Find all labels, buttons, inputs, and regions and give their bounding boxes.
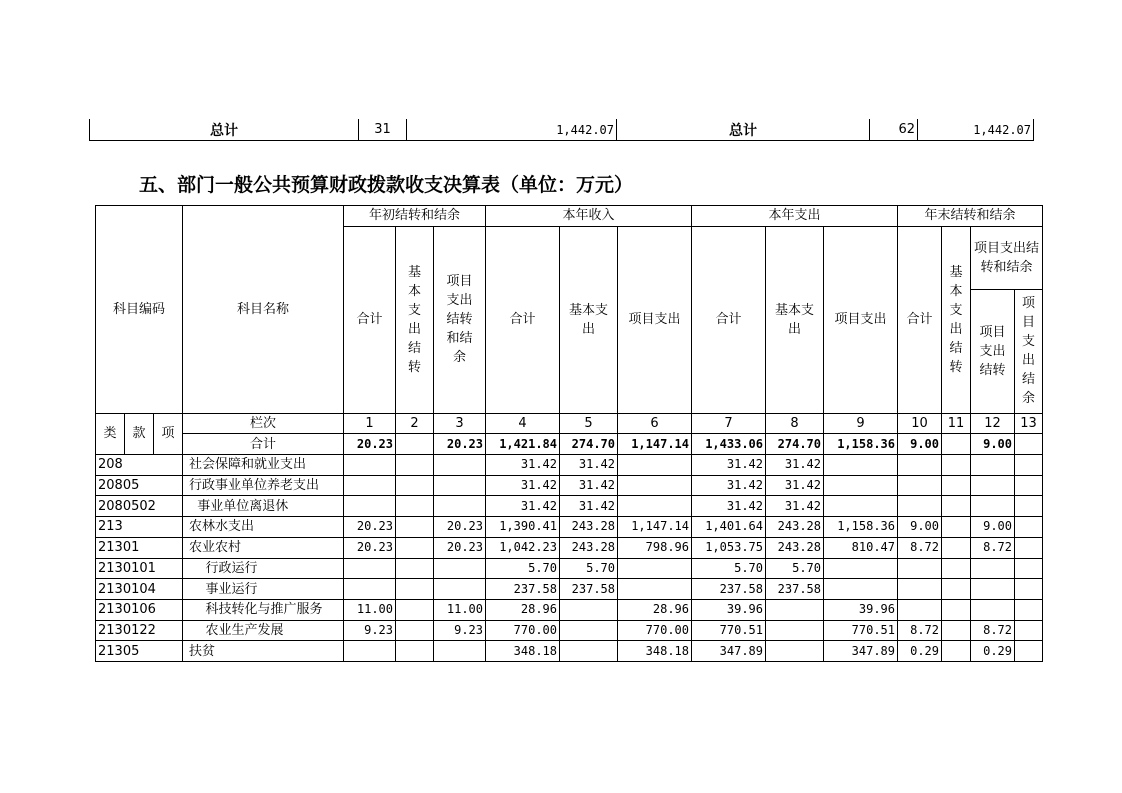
row-value xyxy=(766,599,824,620)
row-code: 2130122 xyxy=(96,620,183,641)
row-value xyxy=(898,599,942,620)
row-value: 11.00 xyxy=(434,599,486,620)
row-value xyxy=(1015,579,1043,600)
row-value: 1,042.23 xyxy=(486,537,560,558)
total-value xyxy=(396,434,434,455)
row-value: 31.42 xyxy=(766,475,824,496)
row-value: 770.00 xyxy=(486,620,560,641)
row-code: 2080502 xyxy=(96,496,183,517)
row-value: 20.23 xyxy=(434,517,486,538)
row-value xyxy=(396,599,434,620)
row-value: 31.42 xyxy=(692,455,766,476)
row-value: 770.51 xyxy=(824,620,898,641)
row-value xyxy=(618,455,692,476)
total-value xyxy=(1015,434,1043,455)
row-value: 31.42 xyxy=(486,475,560,496)
row-value: 1,401.64 xyxy=(692,517,766,538)
header-end-basic-carry: 基本支出结转 xyxy=(942,226,971,413)
row-value xyxy=(971,558,1015,579)
row-value: 5.70 xyxy=(560,558,618,579)
top-left-amount: 1,442.07 xyxy=(407,119,617,141)
row-name: 事业单位离退休 xyxy=(183,496,344,517)
row-value xyxy=(824,579,898,600)
col-number: 4 xyxy=(486,413,560,434)
row-value xyxy=(1015,517,1043,538)
row-value xyxy=(824,455,898,476)
row-value xyxy=(1015,455,1043,476)
row-value: 20.23 xyxy=(344,537,396,558)
section-title: 五、部门一般公共预算财政拨款收支决算表（单位：万元） xyxy=(139,174,634,196)
row-value xyxy=(942,537,971,558)
header-name: 科目名称 xyxy=(183,206,344,414)
column-number-row xyxy=(96,413,1043,434)
row-value: 243.28 xyxy=(766,537,824,558)
row-value xyxy=(396,455,434,476)
row-value: 770.00 xyxy=(618,620,692,641)
row-value xyxy=(942,455,971,476)
row-value xyxy=(396,620,434,641)
table-row xyxy=(96,620,1043,641)
row-value xyxy=(396,579,434,600)
row-value xyxy=(898,455,942,476)
row-value: 347.89 xyxy=(692,641,766,662)
row-value: 810.47 xyxy=(824,537,898,558)
header-group-end: 年末结转和结余 xyxy=(898,206,1043,227)
row-value xyxy=(396,475,434,496)
col-number: 6 xyxy=(618,413,692,434)
col-number: 5 xyxy=(560,413,618,434)
total-row xyxy=(96,434,1043,455)
row-value: 237.58 xyxy=(486,579,560,600)
header-end-project-carry: 项目支出结转 xyxy=(971,289,1015,413)
total-value: 274.70 xyxy=(560,434,618,455)
table-row xyxy=(96,517,1043,538)
row-value xyxy=(344,496,396,517)
row-value: 347.89 xyxy=(824,641,898,662)
col-number: 10 xyxy=(898,413,942,434)
row-value: 11.00 xyxy=(344,599,396,620)
row-value xyxy=(434,641,486,662)
row-value xyxy=(434,558,486,579)
row-name: 社会保障和就业支出 xyxy=(183,455,344,476)
row-value xyxy=(898,558,942,579)
header-lei: 类 xyxy=(96,413,125,454)
row-value: 31.42 xyxy=(560,475,618,496)
row-code: 21305 xyxy=(96,641,183,662)
row-value: 5.70 xyxy=(766,558,824,579)
header-end-project-group: 项目支出结转和结余 xyxy=(971,226,1043,289)
row-name: 行政运行 xyxy=(183,558,344,579)
row-value xyxy=(942,641,971,662)
header-end-total: 合计 xyxy=(898,226,942,413)
row-value xyxy=(396,537,434,558)
row-value: 1,053.75 xyxy=(692,537,766,558)
row-value: 20.23 xyxy=(344,517,396,538)
row-value: 9.23 xyxy=(434,620,486,641)
row-value: 348.18 xyxy=(486,641,560,662)
row-value xyxy=(1015,641,1043,662)
row-value xyxy=(618,558,692,579)
header-begin-basic-carry: 基本支出结转 xyxy=(396,226,434,413)
table-row xyxy=(96,537,1043,558)
row-value: 237.58 xyxy=(560,579,618,600)
budget-table xyxy=(95,205,1043,662)
row-value: 243.28 xyxy=(560,517,618,538)
row-value xyxy=(898,496,942,517)
row-value xyxy=(434,455,486,476)
row-code: 20805 xyxy=(96,475,183,496)
top-summary-table xyxy=(89,119,1034,141)
header-kuan: 款 xyxy=(125,413,154,454)
table-row xyxy=(96,599,1043,620)
col-number: 11 xyxy=(942,413,971,434)
header-income-basic: 基本支出 xyxy=(560,226,618,413)
header-group-income: 本年收入 xyxy=(486,206,692,227)
header-begin-total: 合计 xyxy=(344,226,396,413)
row-value xyxy=(618,579,692,600)
total-value: 20.23 xyxy=(344,434,396,455)
header-income-total: 合计 xyxy=(486,226,560,413)
header-income-project: 项目支出 xyxy=(618,226,692,413)
row-name: 行政事业单位养老支出 xyxy=(183,475,344,496)
row-value: 31.42 xyxy=(766,496,824,517)
total-value: 274.70 xyxy=(766,434,824,455)
table-row xyxy=(96,496,1043,517)
total-value: 1,158.36 xyxy=(824,434,898,455)
row-value xyxy=(766,620,824,641)
row-value xyxy=(396,558,434,579)
row-value: 8.72 xyxy=(898,620,942,641)
table-row xyxy=(96,475,1043,496)
total-value: 20.23 xyxy=(434,434,486,455)
row-value: 1,158.36 xyxy=(824,517,898,538)
row-value xyxy=(942,599,971,620)
row-value: 243.28 xyxy=(560,537,618,558)
col-number: 1 xyxy=(344,413,396,434)
row-value: 237.58 xyxy=(766,579,824,600)
row-value xyxy=(344,558,396,579)
row-code: 2130104 xyxy=(96,579,183,600)
row-value: 8.72 xyxy=(971,620,1015,641)
row-value xyxy=(824,496,898,517)
row-value xyxy=(1015,537,1043,558)
header-row-1 xyxy=(96,206,1043,227)
row-value xyxy=(560,641,618,662)
header-xiang: 项 xyxy=(154,413,183,454)
row-value: 39.96 xyxy=(692,599,766,620)
row-value xyxy=(766,641,824,662)
row-code: 2130101 xyxy=(96,558,183,579)
table-row xyxy=(96,579,1043,600)
row-value: 9.23 xyxy=(344,620,396,641)
row-value: 5.70 xyxy=(486,558,560,579)
row-value xyxy=(971,475,1015,496)
row-value xyxy=(971,496,1015,517)
col-number: 12 xyxy=(971,413,1015,434)
row-code: 208 xyxy=(96,455,183,476)
row-value xyxy=(618,475,692,496)
row-name: 农业农村 xyxy=(183,537,344,558)
col-number: 8 xyxy=(766,413,824,434)
row-value xyxy=(824,558,898,579)
row-value: 28.96 xyxy=(486,599,560,620)
top-right-amount: 1,442.07 xyxy=(918,119,1034,141)
row-code: 213 xyxy=(96,517,183,538)
row-name: 扶贫 xyxy=(183,641,344,662)
row-value: 28.96 xyxy=(618,599,692,620)
total-value: 1,421.84 xyxy=(486,434,560,455)
row-value: 237.58 xyxy=(692,579,766,600)
row-value: 8.72 xyxy=(898,537,942,558)
row-value xyxy=(618,496,692,517)
row-value xyxy=(344,579,396,600)
row-value: 31.42 xyxy=(766,455,824,476)
row-value: 798.96 xyxy=(618,537,692,558)
header-begin-project-carry: 项目支出结转和结余 xyxy=(434,226,486,413)
col-number: 9 xyxy=(824,413,898,434)
row-value xyxy=(1015,496,1043,517)
row-code: 2130106 xyxy=(96,599,183,620)
row-value xyxy=(434,496,486,517)
row-value xyxy=(942,475,971,496)
col-number: 7 xyxy=(692,413,766,434)
row-value: 9.00 xyxy=(898,517,942,538)
row-value: 8.72 xyxy=(971,537,1015,558)
col-number: 3 xyxy=(434,413,486,434)
row-value: 20.23 xyxy=(434,537,486,558)
row-name: 农业生产发展 xyxy=(183,620,344,641)
row-value: 9.00 xyxy=(971,517,1015,538)
table-row xyxy=(96,455,1043,476)
row-value xyxy=(824,475,898,496)
total-value xyxy=(942,434,971,455)
row-value xyxy=(971,599,1015,620)
col-number: 2 xyxy=(396,413,434,434)
row-value xyxy=(434,579,486,600)
row-code: 21301 xyxy=(96,537,183,558)
row-value xyxy=(560,620,618,641)
row-name: 科技转化与推广服务 xyxy=(183,599,344,620)
row-value xyxy=(971,455,1015,476)
row-value xyxy=(942,496,971,517)
header-lanci: 栏次 xyxy=(183,413,344,434)
header-group-expense: 本年支出 xyxy=(692,206,898,227)
header-code: 科目编码 xyxy=(96,206,183,414)
total-value: 9.00 xyxy=(971,434,1015,455)
header-expense-basic: 基本支出 xyxy=(766,226,824,413)
total-value: 1,433.06 xyxy=(692,434,766,455)
row-name: 农林水支出 xyxy=(183,517,344,538)
row-value xyxy=(344,455,396,476)
row-value: 31.42 xyxy=(486,455,560,476)
row-name: 事业运行 xyxy=(183,579,344,600)
row-value xyxy=(434,475,486,496)
row-value: 348.18 xyxy=(618,641,692,662)
row-value: 1,390.41 xyxy=(486,517,560,538)
row-value xyxy=(1015,599,1043,620)
row-value xyxy=(1015,558,1043,579)
total-value: 9.00 xyxy=(898,434,942,455)
row-value xyxy=(1015,620,1043,641)
row-value xyxy=(396,641,434,662)
header-end-project-surplus: 项目支出结余 xyxy=(1015,289,1043,413)
top-left-col-number: 31 xyxy=(359,119,407,141)
top-right-total-label: 总计 xyxy=(617,119,870,141)
row-value xyxy=(942,579,971,600)
row-value xyxy=(396,517,434,538)
total-label: 合计 xyxy=(183,434,344,455)
header-expense-total: 合计 xyxy=(692,226,766,413)
row-value xyxy=(942,558,971,579)
table-row xyxy=(96,641,1043,662)
row-value: 5.70 xyxy=(692,558,766,579)
top-right-col-number: 62 xyxy=(870,119,918,141)
row-value xyxy=(1015,475,1043,496)
row-value: 31.42 xyxy=(692,475,766,496)
row-value: 770.51 xyxy=(692,620,766,641)
row-value xyxy=(898,579,942,600)
row-value: 31.42 xyxy=(560,496,618,517)
row-value xyxy=(898,475,942,496)
row-value: 243.28 xyxy=(766,517,824,538)
total-value: 1,147.14 xyxy=(618,434,692,455)
row-value: 0.29 xyxy=(971,641,1015,662)
row-value: 31.42 xyxy=(560,455,618,476)
header-group-begin: 年初结转和结余 xyxy=(344,206,486,227)
table-row xyxy=(96,558,1043,579)
row-value: 31.42 xyxy=(692,496,766,517)
row-value: 1,147.14 xyxy=(618,517,692,538)
row-value: 0.29 xyxy=(898,641,942,662)
top-left-total-label: 总计 xyxy=(90,119,359,141)
top-total-row xyxy=(90,119,1034,141)
row-value xyxy=(942,620,971,641)
row-value xyxy=(396,496,434,517)
row-value: 31.42 xyxy=(486,496,560,517)
row-value: 39.96 xyxy=(824,599,898,620)
row-value xyxy=(344,475,396,496)
row-value xyxy=(971,579,1015,600)
row-value xyxy=(344,641,396,662)
row-value xyxy=(560,599,618,620)
row-value xyxy=(942,517,971,538)
col-number: 13 xyxy=(1015,413,1043,434)
header-expense-project: 项目支出 xyxy=(824,226,898,413)
